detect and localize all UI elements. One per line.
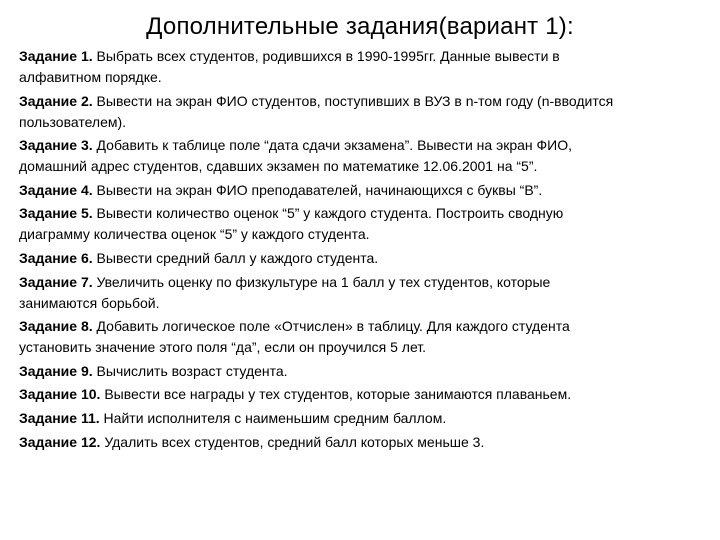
task-label: Задание 8. <box>19 318 93 335</box>
task-label: Задание 11. <box>19 409 100 426</box>
task-text: Вывести на экран ФИО преподавателей, начинающихся с буквы “В”. <box>92 181 543 198</box>
task-label: Задание 4. <box>19 181 93 198</box>
task-label: Задание 1. <box>19 48 93 64</box>
task-text-continuation: диаграмму количества оценок “5” у каждого студента. <box>19 226 370 243</box>
task-text: Выбрать всех студентов, родившихся в 1990-1995гг. Данные вывести в <box>92 48 560 64</box>
task-list <box>19 46 711 455</box>
task-item-5 <box>19 203 711 245</box>
task-line-1 <box>19 408 711 429</box>
task-item-7 <box>19 272 711 314</box>
task-item-10 <box>19 384 711 405</box>
slide-title: Дополнительные задания(вариант 1): <box>146 13 574 40</box>
task-text: Добавить логическое поле «Отчислен» в таблицу. Для каждого студента <box>92 318 570 335</box>
task-line-1 <box>19 272 711 293</box>
task-label: Задание 5. <box>19 205 93 222</box>
task-line-1 <box>19 361 711 382</box>
task-text: Вывести количество оценок “5” у каждого студента. Построить сводную <box>92 205 564 222</box>
task-text: Вывести все награды у тех студентов, которые занимаются плаваньем. <box>100 386 572 403</box>
task-line-1 <box>19 248 711 269</box>
task-item-9 <box>19 361 711 382</box>
task-label: Задание 7. <box>19 273 93 290</box>
task-text: Вывести средний балл у каждого студента. <box>92 249 379 266</box>
task-text: Удалить всех студентов, средний балл которых меньше 3. <box>100 433 485 450</box>
task-text-continuation: занимаются борьбой. <box>19 294 160 311</box>
task-line-1 <box>19 46 711 67</box>
task-line-1 <box>19 180 711 201</box>
task-text-continuation: домашний адрес студентов, сдавших экзамен по математике 12.06.2001 на “5”. <box>19 158 538 175</box>
task-label: Задание 12. <box>19 433 101 450</box>
task-text-continuation: алфавитном порядке. <box>19 69 162 85</box>
task-label: Задание 9. <box>19 362 93 379</box>
task-label: Задание 2. <box>19 92 93 109</box>
task-line-1 <box>19 432 711 453</box>
task-line-1 <box>19 135 711 156</box>
task-label: Задание 6. <box>19 249 93 266</box>
task-line-1 <box>19 384 711 405</box>
task-text: Вычислить возраст студента. <box>92 362 288 379</box>
task-text: Найти исполнителя с наименьшим средним баллом. <box>99 409 447 426</box>
task-text-continuation: установить значение этого поля “да”, если он проучился 5 лет. <box>19 339 427 356</box>
task-text-continuation: пользователем). <box>19 113 127 130</box>
task-line-1 <box>19 316 711 337</box>
task-item-1 <box>19 46 711 88</box>
task-item-2 <box>19 91 711 133</box>
task-line-1 <box>19 203 711 224</box>
task-item-3 <box>19 135 711 177</box>
task-text: Вывести на экран ФИО студентов, поступивших в ВУЗ в n-том году (n-вводится <box>92 92 614 109</box>
task-item-12 <box>19 432 711 453</box>
task-label: Задание 10. <box>19 386 101 403</box>
task-item-4 <box>19 180 711 201</box>
task-item-6 <box>19 248 711 269</box>
task-item-11 <box>19 408 711 429</box>
task-item-8 <box>19 316 711 358</box>
task-line-1 <box>19 91 711 112</box>
task-label: Задание 3. <box>19 137 93 154</box>
task-text: Увеличить оценку по физкультуре на 1 балл у тех студентов, которые <box>92 273 551 290</box>
task-text: Добавить к таблице поле “дата сдачи экзамена”. Вывести на экран ФИО, <box>92 137 573 154</box>
